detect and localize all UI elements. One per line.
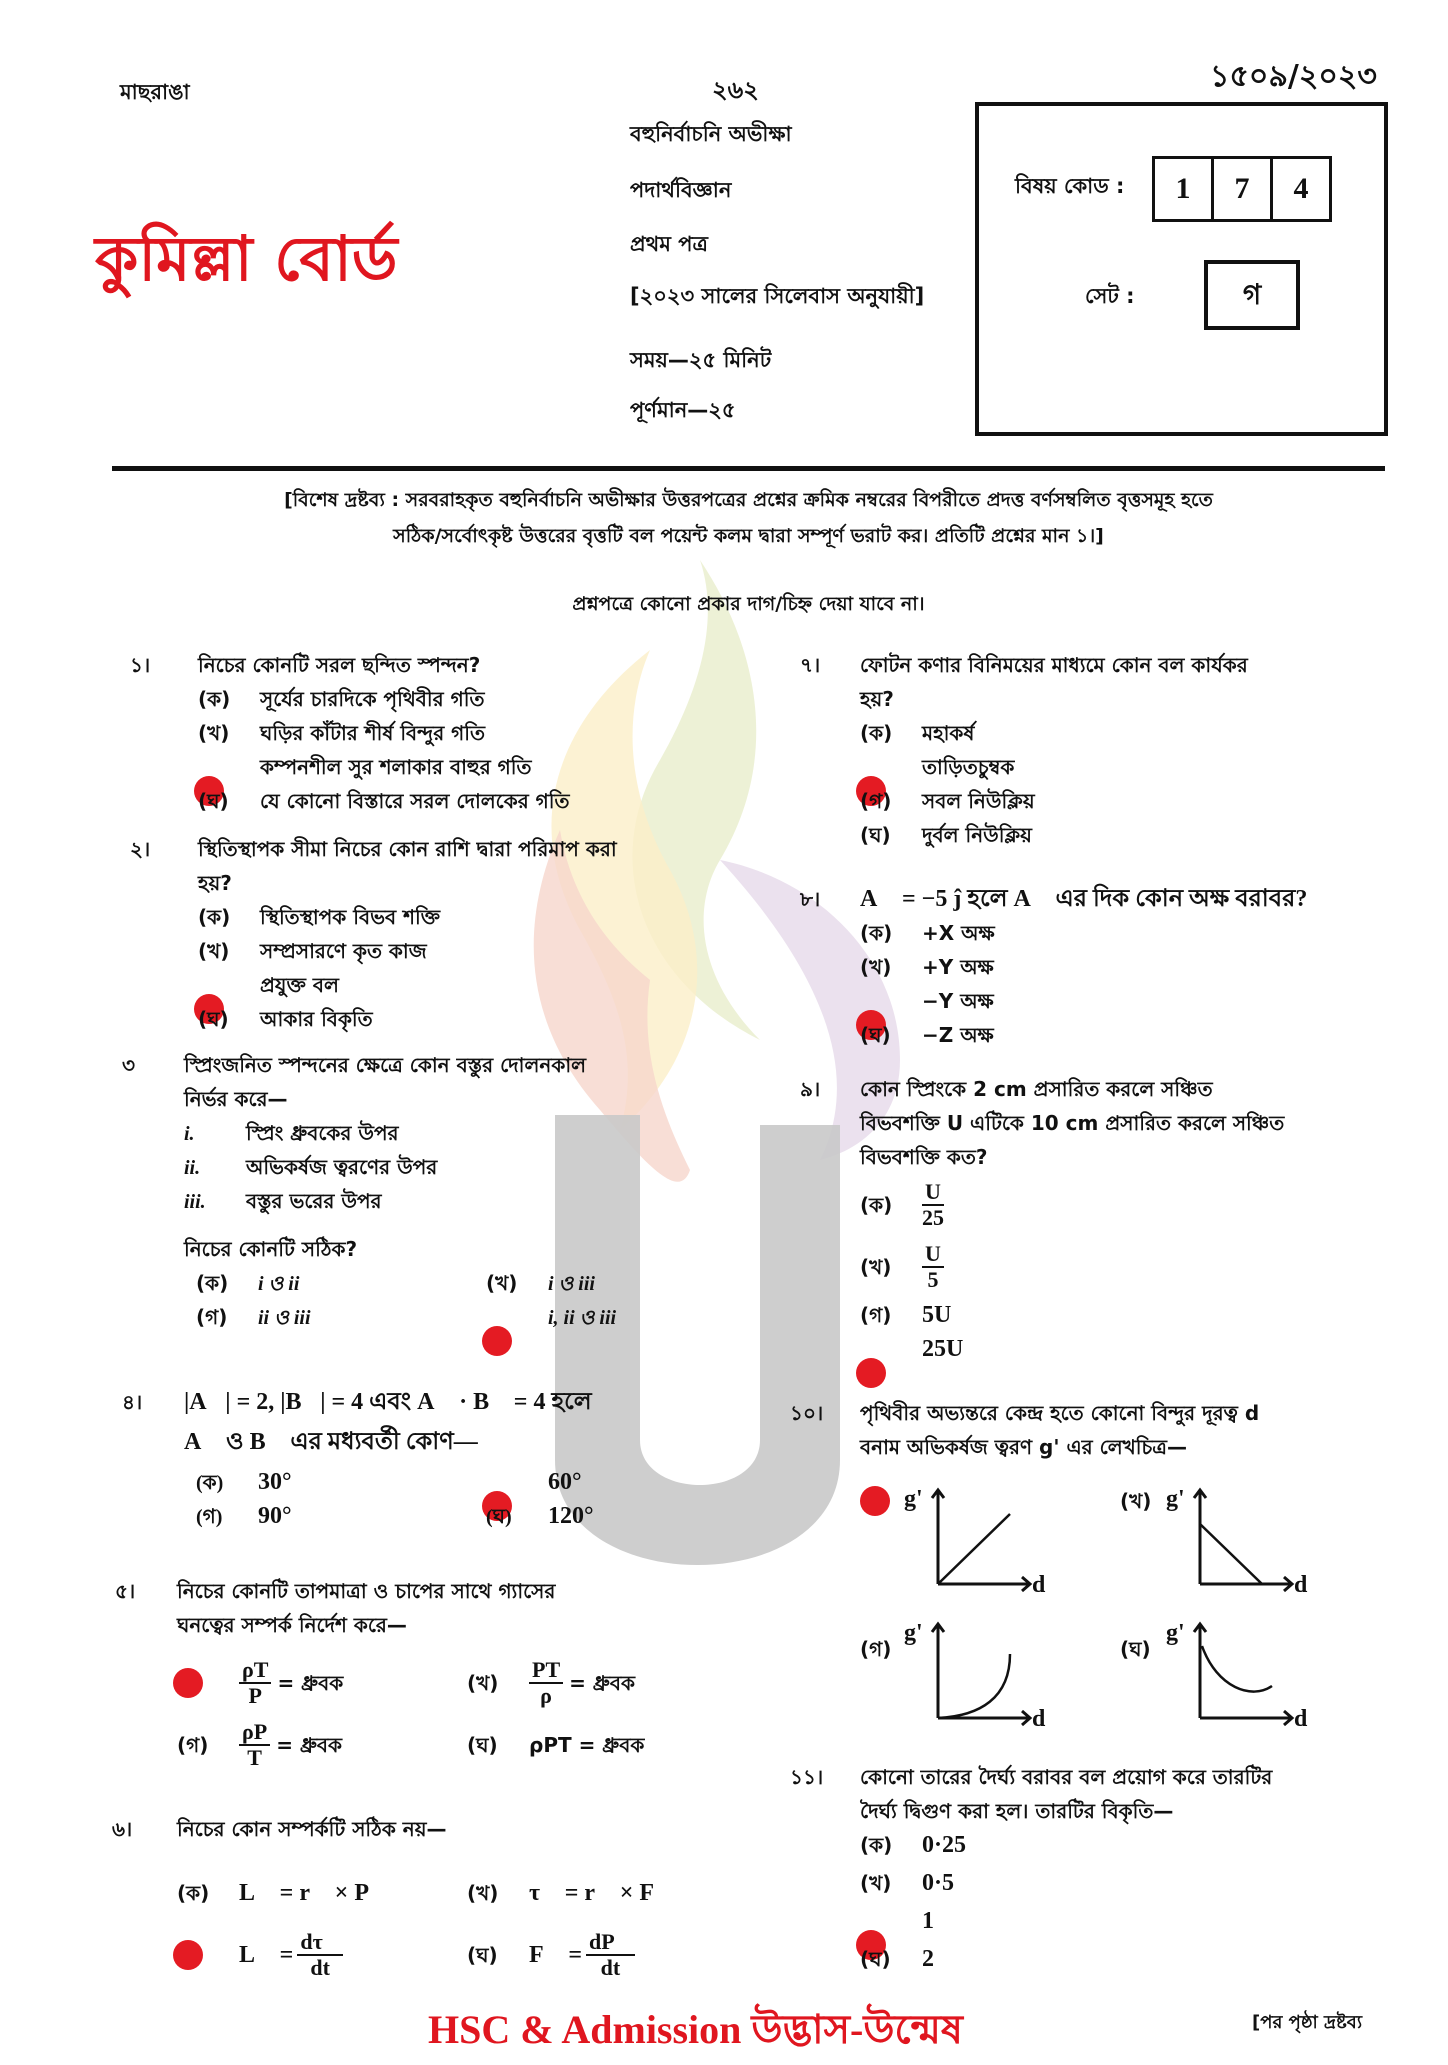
option-lhs: F⃗ = [529, 1942, 583, 1968]
question-number: ৮। [800, 887, 821, 911]
question-number: ৬। [112, 1817, 133, 1841]
option-gha[interactable] [486, 1496, 746, 1530]
answer-mark [860, 1486, 890, 1516]
footer-brand: HSC & Admission উদ্ভাস-উন্মেষ [428, 2007, 963, 2052]
option-text: 30° [258, 1469, 292, 1495]
option-label: (খ) [467, 1671, 499, 1695]
subject-code-cells [1155, 156, 1332, 222]
option-text: 60° [548, 1469, 582, 1495]
question-stem: |A⃗| = 2, |B⃗| = 4 এবং A⃗ · B⃗ = 4 হলে [184, 1389, 592, 1415]
answer-mark [173, 1668, 203, 1698]
question-11 [790, 1760, 1272, 1980]
option-label: (ক) [198, 687, 231, 711]
question-number: ১১। [790, 1765, 824, 1789]
option-gha[interactable] [198, 784, 570, 818]
option-ga[interactable] [198, 750, 570, 784]
option-ga[interactable] [860, 1904, 1272, 1942]
numerator: dτ⃗ [297, 1930, 343, 1956]
option-label: (খ) [860, 1871, 892, 1895]
code-number: ২৬২ [712, 76, 759, 104]
option-kha[interactable] [860, 950, 1307, 984]
option-gha[interactable] [860, 818, 1248, 852]
question-stem: বিভবশক্তি কত? [860, 1145, 988, 1169]
option-ga[interactable] [196, 1300, 486, 1334]
option-ga[interactable] [177, 1924, 467, 1986]
option-gha[interactable] [467, 1924, 727, 1986]
option-kha[interactable] [860, 750, 1248, 784]
option-ka[interactable] [196, 1266, 486, 1300]
option-text: −Y অক্ষ [922, 989, 994, 1013]
answer-mark [173, 1940, 203, 1970]
denominator: ρ [540, 1683, 552, 1708]
option-ga[interactable] [860, 784, 1248, 818]
statement-text: স্প্রিং ধ্রুবকের উপর [246, 1121, 399, 1145]
question-number: ৫। [115, 1579, 136, 1603]
option-label: (ঘ) [1120, 1637, 1151, 1661]
option-label: (ক) [860, 721, 893, 745]
denominator: P [248, 1683, 262, 1708]
option-text: সবল নিউক্লিয় [922, 789, 1035, 813]
fraction [529, 1658, 563, 1708]
curve [938, 1514, 1010, 1584]
question-stem: স্থিতিস্থাপক সীমা নিচের কোন রাশি দ্বারা পরিমাপ করা [198, 837, 617, 861]
question-3 [122, 1048, 746, 1334]
question-stem: নির্ভর করে— [184, 1087, 288, 1111]
option-text: যে কোনো বিস্তারে সরল দোলকের গতি [260, 789, 570, 813]
option-label: (ক) [860, 1193, 893, 1217]
statement-ii [184, 1150, 746, 1184]
subject-code-label: বিষয় কোড : [1015, 174, 1125, 198]
option-text: = ধ্রুবক [276, 1733, 343, 1757]
option-text: সূর্যের চারদিকে পৃথিবীর গতি [260, 687, 485, 711]
option-label: (খ) [1120, 1489, 1152, 1513]
question-number: ৭। [800, 653, 821, 677]
full-marks: পূর্ণমান—২৫ [630, 398, 736, 422]
continue-note: [পর পৃষ্ঠা দ্রষ্টব্য [1252, 2012, 1363, 2033]
option-label: (ঘ) [198, 1007, 229, 1031]
x-axis-label: d [1032, 1706, 1046, 1732]
option-ka[interactable] [198, 900, 617, 934]
question-9 [800, 1072, 1284, 1366]
no-marks-warning: প্রশ্নপত্রে কোনো প্রকার দাগ/চিহ্ন দেয়া যাবে না। [572, 593, 925, 615]
option-text: ঘড়ির কাঁটার শীর্ষ বিন্দুর গতি [260, 721, 486, 745]
numerator: U [922, 1180, 944, 1206]
option-ga[interactable] [860, 1618, 1100, 1738]
option-label: (খ) [860, 955, 892, 979]
fraction [239, 1658, 271, 1708]
option-text: 120° [548, 1503, 594, 1529]
option-kha[interactable] [467, 1652, 727, 1714]
option-gha[interactable] [198, 1002, 617, 1036]
denominator: 25 [922, 1205, 944, 1230]
option-gha[interactable] [1120, 1618, 1360, 1738]
option-label: (গ) [196, 1305, 228, 1329]
option-kha[interactable] [198, 934, 617, 968]
statement-numeral: i. [184, 1123, 195, 1145]
paper-name: প্রথম পত্র [630, 232, 708, 256]
option-label: (ক) [196, 1472, 224, 1494]
exam-type: বহুনির্বাচনি অভীক্ষা [630, 122, 792, 146]
denominator: T [247, 1745, 262, 1770]
denominator: dt [310, 1955, 330, 1980]
notice-line-1: [বিশেষ দ্রষ্টব্য : সরবরাহকৃত বহুনির্বাচনি অভীক্ষার উত্তরপত্রের প্রশ্নের ক্রমিক নম্বরের বিপরীতে প্রদত্ত বর্ণসম্বলিত বৃত্তসমূহ হতে [284, 489, 1213, 511]
subject-code-digit: 4 [1270, 156, 1332, 222]
option-kha[interactable] [486, 1462, 746, 1496]
option-label: (ঘ) [860, 823, 891, 847]
option-text: সম্প্রসারণে কৃত কাজ [260, 939, 427, 963]
option-ka[interactable] [177, 1652, 467, 1714]
option-ka[interactable] [860, 1484, 1100, 1604]
question-stem: ঘনত্বের সম্পর্ক নির্দেশ করে— [177, 1613, 407, 1637]
option-ga[interactable] [860, 984, 1307, 1018]
syllabus-note: [২০২৩ সালের সিলেবাস অনুযায়ী] [630, 284, 925, 308]
option-label: (ঘ) [198, 789, 229, 813]
question-stem: নিচের কোনটি সরল ছন্দিত স্পন্দন? [198, 653, 481, 677]
option-label: (ঘ) [860, 1023, 891, 1047]
option-gha[interactable] [860, 1018, 1307, 1052]
option-label: (ঘ) [860, 1947, 891, 1971]
y-axis-label: g' [1166, 1486, 1185, 1512]
option-ka[interactable] [860, 716, 1248, 750]
question-5 [115, 1574, 727, 1776]
school-tag: মাছরাঙা [120, 80, 190, 104]
option-label: (ক) [196, 1271, 229, 1295]
question-1 [130, 648, 570, 818]
option-text: τ⃗ = r⃗ × F⃗ [529, 1880, 673, 1906]
option-ka[interactable] [860, 1174, 1284, 1236]
option-text: মহাকর্ষ [922, 721, 975, 745]
curve [1200, 1524, 1262, 1584]
fraction [586, 1930, 635, 1980]
question-prompt: নিচের কোনটি সঠিক? [184, 1237, 358, 1261]
y-axis-label: g' [904, 1620, 923, 1646]
notice-line-2: সঠিক/সর্বোৎকৃষ্ট উত্তরের বৃত্তটি বল পয়েন্ট কলম দ্বারা সম্পূর্ণ ভরাট কর। প্রতিটি প্রশ্নের মান ১।] [393, 525, 1104, 547]
axes [1194, 1624, 1292, 1725]
axes [932, 1624, 1030, 1725]
curve [1202, 1646, 1272, 1692]
option-text: 0·25 [922, 1832, 967, 1858]
option-text: = ধ্রুবক [569, 1671, 635, 1695]
x-axis-label: d [1032, 1572, 1046, 1598]
x-axis-label: d [1294, 1706, 1308, 1732]
option-text: L⃗ = r⃗ × P⃗ [239, 1880, 388, 1906]
option-text: কম্পনশীল সুর শলাকার বাহুর গতি [260, 755, 532, 779]
statement-text: অভিকর্ষজ ত্বরণের উপর [246, 1155, 438, 1179]
y-axis-label: g' [1166, 1620, 1185, 1646]
exam-code: ১৫০৯/২০২৩ [1210, 59, 1377, 94]
option-label: (গ) [860, 1303, 892, 1327]
option-kha[interactable] [486, 1266, 746, 1300]
question-number: ২। [130, 837, 151, 861]
option-label: (ক) [198, 905, 231, 929]
statement-iii [184, 1184, 746, 1218]
fraction [297, 1930, 343, 1980]
option-text: 25U [922, 1336, 964, 1362]
option-label: (গ) [196, 1506, 223, 1528]
denominator: 5 [927, 1267, 939, 1292]
option-ka[interactable] [196, 1462, 486, 1496]
question-8 [800, 882, 1307, 1052]
question-number: ১। [130, 653, 151, 677]
option-label: (খ) [198, 939, 230, 963]
question-stem: কোন স্প্রিংকে 2 cm প্রসারিত করলে সঞ্চিত [860, 1077, 1213, 1101]
option-gha[interactable] [860, 1332, 1284, 1366]
option-text: 5U [922, 1302, 952, 1328]
numerator: ρP [239, 1720, 270, 1746]
question-stem: নিচের কোন সম্পর্কটি সঠিক নয়— [177, 1817, 447, 1841]
question-10 [790, 1396, 1390, 1736]
option-text: 90° [258, 1503, 292, 1529]
numerator: PT [529, 1658, 563, 1684]
question-stem: হয়? [860, 687, 894, 711]
fraction [922, 1180, 944, 1230]
option-text: স্থিতিস্থাপক বিভব শক্তি [260, 905, 441, 929]
option-text: i, ii ও iii [548, 1307, 617, 1329]
option-kha[interactable] [1120, 1484, 1360, 1604]
question-4 [122, 1382, 746, 1530]
option-ga[interactable] [198, 968, 617, 1002]
option-kha[interactable] [860, 1236, 1284, 1298]
option-text: দুর্বল নিউক্লিয় [922, 823, 1032, 847]
question-stem: স্প্রিংজনিত স্পন্দনের ক্ষেত্রে কোন বস্তুর দোলনকাল [184, 1053, 587, 1077]
board-name: কুমিল্লা বোর্ড [95, 222, 398, 295]
option-text: ρPT = ধ্রুবক [529, 1733, 645, 1757]
subject-code-digit: 7 [1211, 156, 1273, 222]
numerator: ρT [239, 1658, 271, 1684]
question-stem: বিভবশক্তি U এটিকে 10 cm প্রসারিত করলে সঞ্চিত [860, 1111, 1285, 1135]
curve [938, 1654, 1010, 1718]
question-number: ১০। [790, 1401, 824, 1425]
option-text: তাড়িতচুম্বক [922, 755, 1015, 779]
option-text: 1 [922, 1908, 934, 1934]
question-stem: নিচের কোনটি তাপমাত্রা ও চাপের সাথে গ্যাসের [177, 1579, 556, 1603]
option-ga[interactable] [860, 1298, 1284, 1332]
option-kha[interactable] [198, 716, 570, 750]
numerator: U [922, 1242, 944, 1268]
option-label: (গ) [860, 1637, 892, 1661]
fraction [922, 1242, 944, 1292]
option-label: (গ) [860, 789, 892, 813]
question-6 [112, 1812, 727, 1986]
subject-code-digit: 1 [1152, 156, 1214, 222]
option-ka[interactable] [198, 682, 570, 716]
question-stem: A⃗ = −5 ĵ হলে A⃗ এর দিক কোন অক্ষ বরাবর? [860, 886, 1308, 912]
y-axis-label: g' [904, 1486, 923, 1512]
question-stem: হয়? [198, 871, 232, 895]
statement-numeral: iii. [184, 1191, 206, 1213]
option-text: আকার বিকৃতি [260, 1007, 373, 1031]
option-gha[interactable] [467, 1714, 727, 1776]
statement-i [184, 1116, 746, 1150]
option-text: 0·5 [922, 1870, 955, 1896]
question-7 [800, 648, 1248, 852]
option-label: (ক) [860, 921, 893, 945]
set-value: গ [1204, 260, 1300, 330]
option-ka[interactable] [860, 916, 1307, 950]
option-label: (খ) [467, 1881, 499, 1905]
option-label: (খ) [486, 1271, 518, 1295]
subject-code-box [975, 102, 1388, 436]
option-text: 2 [922, 1946, 934, 1972]
option-label: (ঘ) [467, 1943, 498, 1967]
option-text: i ও iii [548, 1273, 595, 1295]
option-label-slot [177, 1668, 239, 1698]
option-ka[interactable] [860, 1828, 1272, 1866]
statement-numeral: ii. [184, 1157, 201, 1179]
option-text: i ও ii [258, 1273, 300, 1295]
option-label: (খ) [198, 721, 230, 745]
option-text: ii ও iii [258, 1307, 311, 1329]
option-text: +Y অক্ষ [922, 955, 994, 979]
question-number: ৯। [800, 1077, 821, 1101]
option-kha[interactable] [860, 1866, 1272, 1904]
question-number: ৪। [122, 1390, 143, 1414]
option-gha[interactable] [860, 1942, 1272, 1980]
option-gha[interactable] [486, 1300, 746, 1334]
time-limit: সময়—২৫ মিনিট [630, 348, 772, 372]
header-divider [112, 466, 1385, 471]
option-text: প্রযুক্ত বল [260, 973, 339, 997]
set-label: সেট : [1085, 284, 1135, 308]
question-number: ৩ [122, 1053, 136, 1077]
axes [1194, 1490, 1292, 1591]
question-stem: পৃথিবীর অভ্যন্তরে কেন্দ্র হতে কোনো বিন্দুর দূরত্ব d [860, 1401, 1260, 1425]
option-text: −Z অক্ষ [922, 1023, 994, 1047]
question-stem: দৈর্ঘ্য দ্বিগুণ করা হল। তারটির বিকৃতি— [860, 1799, 1174, 1823]
numerator: dP⃗ [586, 1930, 635, 1956]
option-label: (ঘ) [467, 1733, 498, 1757]
answer-mark [482, 1326, 512, 1356]
option-text: = ধ্রুবক [277, 1671, 344, 1695]
option-label: (ক) [177, 1881, 210, 1905]
option-label: (ক) [860, 1833, 893, 1857]
statement-text: বস্তুর ভরের উপর [246, 1189, 382, 1213]
answer-mark [856, 1358, 886, 1388]
option-label: (ঘ) [486, 1506, 512, 1528]
option-label: (গ) [177, 1733, 209, 1757]
question-2 [130, 832, 617, 1036]
question-stem: কোনো তারের দৈর্ঘ্য বরাবর বল প্রয়োগ করে তারটির [860, 1765, 1273, 1789]
option-lhs: L⃗ = [239, 1942, 294, 1968]
option-label: (খ) [860, 1255, 892, 1279]
option-label-slot [177, 1940, 239, 1970]
question-stem: A⃗ ও B⃗ এর মধ্যবর্তী কোণ— [184, 1429, 478, 1455]
denominator: dt [600, 1955, 621, 1980]
option-ga[interactable] [196, 1496, 486, 1530]
x-axis-label: d [1294, 1572, 1308, 1598]
option-ga[interactable] [177, 1714, 467, 1776]
option-ka[interactable] [177, 1862, 467, 1924]
fraction [239, 1720, 270, 1770]
option-text: +X অক্ষ [922, 921, 995, 945]
question-stem: বনাম অভিকর্ষজ ত্বরণ g' এর লেখচিত্র— [860, 1435, 1187, 1459]
option-kha[interactable] [467, 1862, 727, 1924]
subject-name: পদার্থবিজ্ঞান [630, 178, 732, 202]
question-stem: ফোটন কণার বিনিময়ের মাধ্যমে কোন বল কার্যকর [860, 653, 1248, 677]
